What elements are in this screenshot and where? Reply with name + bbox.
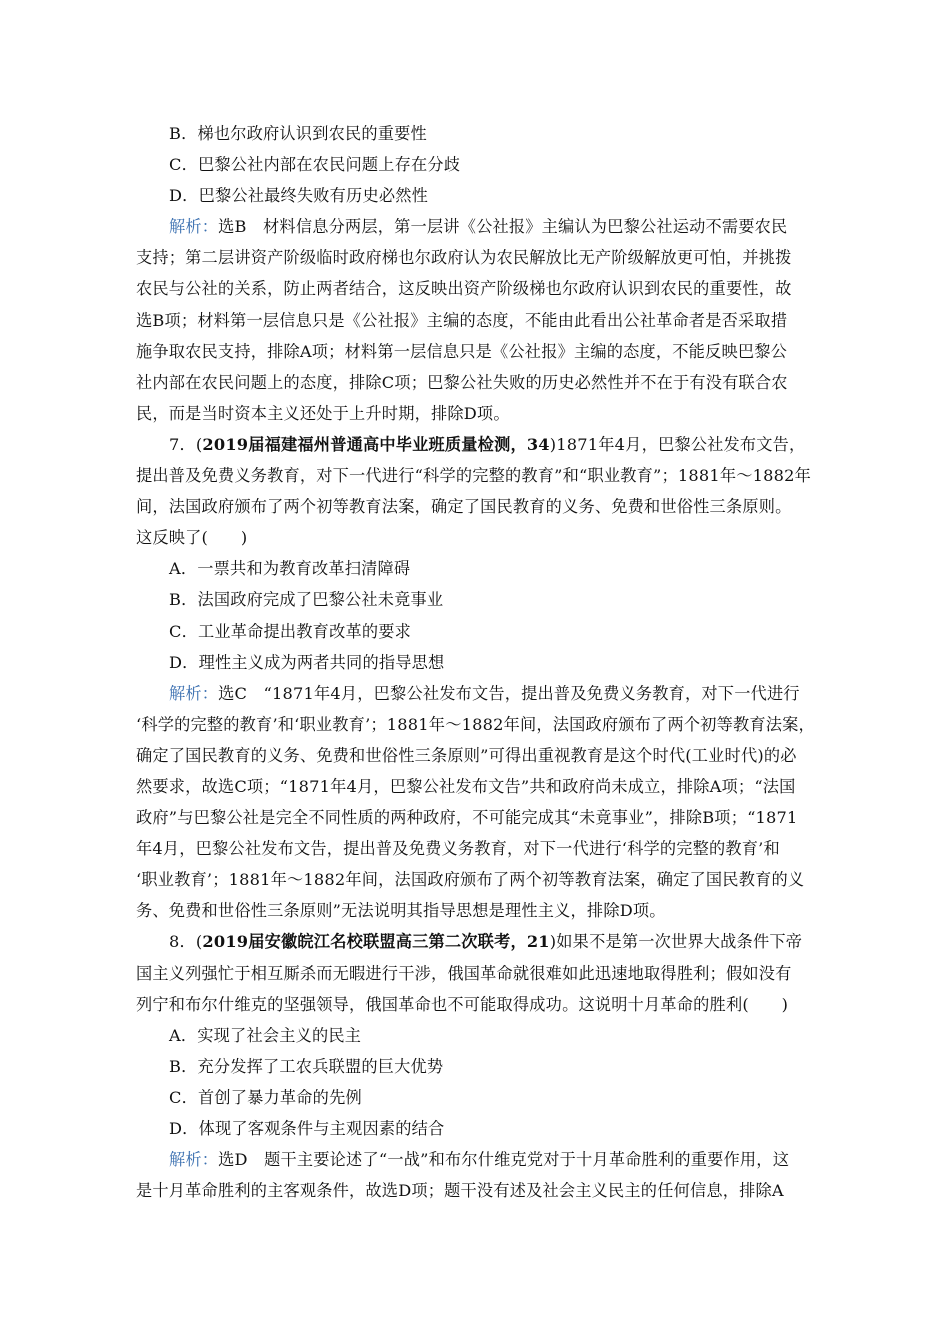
q8-option-c: C．首创了暴力革命的先例 <box>169 1087 362 1107</box>
q7-source-close: ) <box>549 434 557 454</box>
q8-analysis-first-line <box>136 1144 822 1175</box>
q7-analysis-line: ‘职业教育’；1881年～1882年间，法国政府颁布了两个初等教育法案，确定了国民教育的义 <box>136 870 805 890</box>
q7-stem-line: 间，法国政府颁布了两个初等教育法案，确定了国民教育的义务、免费和世俗性三条原则。 <box>136 497 792 517</box>
q6-analysis-line: 民，而是当时资本主义还处于上升时期，排除D项。 <box>136 403 510 423</box>
q6-analysis-text: 选B 材料信息分两层，第一层讲《公社报》主编认为巴黎公社运动不需要农民 <box>218 217 788 237</box>
q7-source-open: ( <box>195 434 203 454</box>
q6-analysis-line: 支持；第二层讲资产阶级临时政府梯也尔政府认为农民解放比无产阶级解放更可怕，并挑拨 <box>136 248 792 268</box>
document-page <box>136 118 822 1206</box>
q6-analysis-line: 农民与公社的关系，防止两者结合，这反映出资产阶级梯也尔政府认识到农民的重要性，故 <box>136 279 792 299</box>
q7-stem-text: 1871年4月，巴黎公社发布文告， <box>556 434 806 454</box>
q7-analysis-label: 解析： <box>169 683 219 703</box>
q7-option-c: C．工业革命提出教育改革的要求 <box>169 621 412 641</box>
q8-analysis-text: 选D 题干主要论述了“一战”和布尔什维克党对于十月革命胜利的重要作用，这 <box>218 1150 790 1170</box>
q8-source-open: ( <box>195 932 203 952</box>
q7-stem-line: 这反映了( ) <box>136 528 248 548</box>
q8-option-d: D．体现了客观条件与主观因素的结合 <box>169 1119 445 1138</box>
q8-source: 2019届安徽皖江名校联盟高三第二次联考，21 <box>202 932 550 952</box>
q7-analysis-text: 选C “1871年4月，巴黎公社发布文告，提出普及免费义务教育，对下一代进行 <box>218 683 800 703</box>
q7-analysis-line: 政府”与巴黎公社是完全不同性质的两种政府，不可能完成其“未竟事业”，排除B项；“1871 <box>136 808 798 828</box>
q8-option-b: B．充分发挥了工农兵联盟的巨大优势 <box>169 1056 444 1076</box>
q7-option-b: B．法国政府完成了巴黎公社未竟事业 <box>169 590 444 610</box>
q6-analysis-line: 选B项；材料第一层信息只是《公社报》主编的态度，不能由此看出公社革命者是否采取措 <box>136 310 788 330</box>
q8-source-close: ) <box>549 932 557 952</box>
q8-number: 8． <box>169 932 196 952</box>
q6-analysis-first-line <box>136 211 822 242</box>
q7-option-a: A．一票共和为教育改革扫清障碍 <box>169 559 411 579</box>
q7-analysis-line: 务、免费和世俗性三条原则”无法说明其指导思想是理性主义，排除D项。 <box>136 901 666 921</box>
q7-analysis-line: 然要求，故选C项；“1871年4月，巴黎公社发布文告”共和政府尚未成立，排除A项；“法国 <box>136 776 796 796</box>
q7-source: 2019届福建福州普通高中毕业班质量检测，34 <box>202 434 550 454</box>
q7-analysis-line: 确定了国民教育的义务、免费和世俗性三条原则”可得出重视教育是这个时代(工业时代)的必 <box>136 745 797 765</box>
q6-analysis-label: 解析： <box>169 217 219 237</box>
q6-analysis-line: 施争取农民支持，排除A项；材料第一层信息只是《公社报》主编的态度，不能反映巴黎公 <box>136 341 787 361</box>
q7-number: 7． <box>169 434 196 454</box>
q7-option-d: D．理性主义成为两者共同的指导思想 <box>169 652 445 672</box>
q6-option-b: B．梯也尔政府认识到农民的重要性 <box>169 124 427 143</box>
q8-stem-text: 如果不是第一次世界大战条件下帝 <box>556 932 803 952</box>
q6-analysis-line: 社内部在农民问题上的态度，排除C项；巴黎公社失败的历史必然性并不在于有没有联合农 <box>136 372 788 392</box>
q8-option-a: A．实现了社会主义的民主 <box>169 1025 362 1045</box>
q8-analysis-line: 是十月革命胜利的主客观条件，故选D项；题干没有述及社会主义民主的任何信息，排除A <box>136 1181 784 1201</box>
q7-stem-first-line <box>136 429 822 460</box>
q7-analysis-line: 年4月，巴黎公社发布文告，提出普及免费义务教育，对下一代进行‘科学的完整的教育’和 <box>136 839 780 859</box>
q6-option-c: C．巴黎公社内部在农民问题上存在分歧 <box>169 155 461 175</box>
q8-analysis-label: 解析： <box>169 1150 219 1170</box>
q7-analysis-first-line <box>136 678 822 709</box>
q7-stem-line: 提出普及免费义务教育，对下一代进行“科学的完整的教育”和“职业教育”；1881年～1882年 <box>136 466 812 486</box>
q8-stem-line: 列宁和布尔什维克的坚强领导，俄国革命也不可能取得成功。这说明十月革命的胜利( ) <box>136 994 789 1014</box>
q6-option-d: D．巴黎公社最终失败有历史必然性 <box>169 186 428 206</box>
q8-stem-first-line <box>136 926 822 957</box>
q8-stem-line: 国主义列强忙于相互厮杀而无暇进行干涉，俄国革命就很难如此迅速地取得胜利；假如没有 <box>136 963 792 983</box>
q7-analysis-line: ‘科学的完整的教育’和‘职业教育’；1881年～1882年间，法国政府颁布了两个初等教育法案， <box>136 714 815 734</box>
